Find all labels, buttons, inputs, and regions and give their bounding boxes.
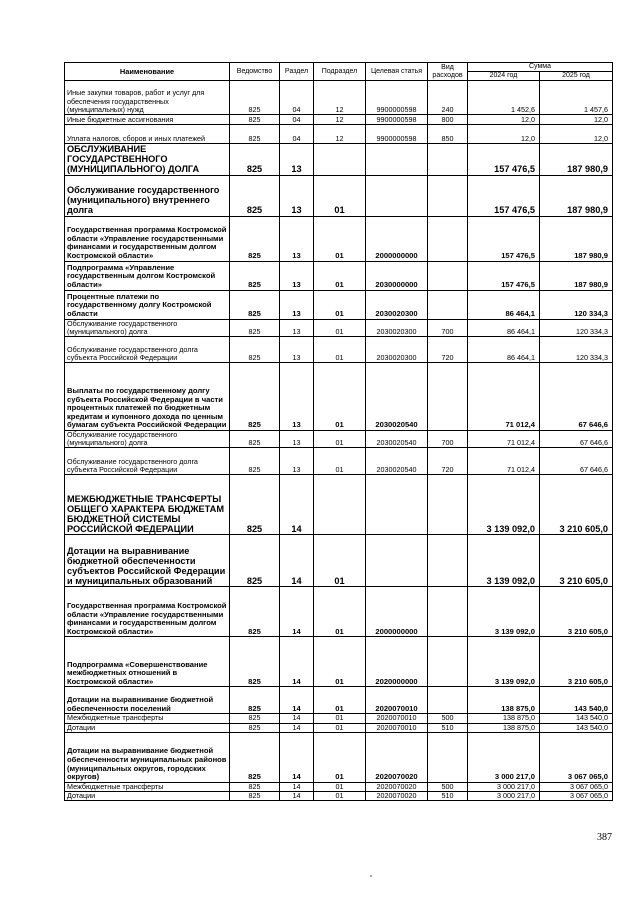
row-subsection: 01 — [314, 723, 366, 732]
row-name: Обслуживание государственного (муниципального) долга — [65, 319, 230, 336]
row-department: 825 — [230, 535, 280, 587]
row-department: 825 — [230, 115, 280, 125]
row-name: Обслуживание государственного долга субъекта Российской Федерации — [65, 337, 230, 363]
row-amount-2025: 187 980,9 — [540, 175, 613, 216]
row-section: 14 — [280, 687, 314, 714]
row-subsection — [314, 144, 366, 176]
row-expense-type: 500 — [428, 782, 468, 791]
row-amount-2024: 71 012,4 — [468, 431, 540, 448]
table-row — [65, 337, 613, 363]
row-expense-type: 700 — [428, 319, 468, 336]
row-expense-type: 510 — [428, 792, 468, 801]
table-row — [65, 216, 613, 261]
row-amount-2024: 138 875,0 — [468, 714, 540, 723]
row-target: 2030020300 — [366, 337, 428, 363]
row-subsection: 12 — [314, 125, 366, 144]
row-amount-2024: 1 452,6 — [468, 81, 540, 115]
row-target: 2020070020 — [366, 792, 428, 801]
row-expense-type — [428, 475, 468, 535]
header-2024: 2024 год — [468, 72, 540, 81]
row-expense-type: 240 — [428, 81, 468, 115]
row-amount-2025: 3 067 065,0 — [540, 792, 613, 801]
row-department: 825 — [230, 782, 280, 791]
row-amount-2025: 3 210 605,0 — [540, 475, 613, 535]
row-department: 825 — [230, 587, 280, 637]
row-amount-2024: 157 476,5 — [468, 261, 540, 290]
row-amount-2025: 3 210 605,0 — [540, 587, 613, 637]
header-amount: Сумма — [468, 63, 613, 72]
row-subsection: 01 — [314, 714, 366, 723]
row-department: 825 — [230, 81, 280, 115]
row-name: ОБСЛУЖИВАНИЕ ГОСУДАРСТВЕННОГО (МУНИЦИПАЛЬНОГО) ДОЛГА — [65, 144, 230, 176]
table-row — [65, 535, 613, 587]
header-subsection: Подраздел — [314, 63, 366, 81]
row-name: Иные закупки товаров, работ и услуг для обеспечения государственных (муниципальных) нужд — [65, 81, 230, 115]
row-department: 825 — [230, 723, 280, 732]
row-department: 825 — [230, 125, 280, 144]
row-target — [366, 144, 428, 176]
row-amount-2025: 187 980,9 — [540, 144, 613, 176]
table-row — [65, 723, 613, 732]
table-row — [65, 261, 613, 290]
row-amount-2025: 3 067 065,0 — [540, 732, 613, 782]
table-row — [65, 448, 613, 475]
row-section: 14 — [280, 535, 314, 587]
table-row — [65, 115, 613, 125]
row-expense-type — [428, 144, 468, 176]
header-expense-type: Вид расходов — [428, 63, 468, 81]
row-expense-type — [428, 732, 468, 782]
table-row — [65, 587, 613, 637]
row-amount-2025: 120 334,3 — [540, 319, 613, 336]
row-department: 825 — [230, 475, 280, 535]
row-expense-type: 700 — [428, 431, 468, 448]
row-department: 825 — [230, 290, 280, 319]
header-section: Раздел — [280, 63, 314, 81]
row-amount-2025: 67 646,6 — [540, 431, 613, 448]
row-section: 14 — [280, 732, 314, 782]
row-expense-type — [428, 261, 468, 290]
row-amount-2025: 120 334,3 — [540, 337, 613, 363]
row-department: 825 — [230, 216, 280, 261]
table-row — [65, 732, 613, 782]
row-subsection: 01 — [314, 363, 366, 431]
row-expense-type — [428, 216, 468, 261]
row-amount-2025: 67 646,6 — [540, 448, 613, 475]
row-name: Подпрограмма «Совершенствование межбюджетных отношений в Костромской области» — [65, 637, 230, 687]
row-amount-2024: 157 476,5 — [468, 216, 540, 261]
header-target: Целевая статья — [366, 63, 428, 81]
row-name: Межбюджетные трансферты — [65, 714, 230, 723]
row-subsection: 01 — [314, 732, 366, 782]
row-subsection: 01 — [314, 687, 366, 714]
row-name: Обслуживание государственного (муниципального) долга — [65, 431, 230, 448]
row-target — [366, 535, 428, 587]
row-expense-type — [428, 587, 468, 637]
row-name: Дотации на выравнивание бюджетной обеспеченности субъектов Российской Федерации и муниципальных образований — [65, 535, 230, 587]
row-department: 825 — [230, 144, 280, 176]
row-name: Дотации — [65, 723, 230, 732]
row-name: Дотации на выравнивание бюджетной обеспеченности поселений — [65, 687, 230, 714]
row-amount-2025: 12,0 — [540, 115, 613, 125]
table-row — [65, 637, 613, 687]
row-department: 825 — [230, 363, 280, 431]
row-target: 2020070010 — [366, 687, 428, 714]
row-amount-2025: 143 540,0 — [540, 723, 613, 732]
row-amount-2025: 120 334,3 — [540, 290, 613, 319]
row-section: 13 — [280, 261, 314, 290]
row-amount-2024: 86 464,1 — [468, 337, 540, 363]
row-subsection: 12 — [314, 115, 366, 125]
row-amount-2025: 12,0 — [540, 125, 613, 144]
row-department: 825 — [230, 319, 280, 336]
row-target: 2030020300 — [366, 319, 428, 336]
row-amount-2025: 143 540,0 — [540, 714, 613, 723]
table-row — [65, 782, 613, 791]
row-subsection: 01 — [314, 319, 366, 336]
table-row — [65, 144, 613, 176]
row-expense-type: 720 — [428, 337, 468, 363]
row-section: 13 — [280, 216, 314, 261]
row-name: Уплата налогов, сборов и иных платежей — [65, 125, 230, 144]
row-name: МЕЖБЮДЖЕТНЫЕ ТРАНСФЕРТЫ ОБЩЕГО ХАРАКТЕРА БЮДЖЕТАМ БЮДЖЕТНОЙ СИСТЕМЫ РОССИЙСКОЙ ФЕДЕРАЦИИ — [65, 475, 230, 535]
row-expense-type — [428, 637, 468, 687]
row-section: 04 — [280, 125, 314, 144]
row-name: Государственная программа Костромской области «Управление государственными финансами и государственным долгом Костромской области» — [65, 587, 230, 637]
row-amount-2025: 187 980,9 — [540, 216, 613, 261]
row-expense-type: 510 — [428, 723, 468, 732]
row-name: Дотации на выравнивание бюджетной обеспеченности муниципальных районов (муниципальных округов, городских округов) — [65, 732, 230, 782]
row-name: Процентные платежи по государственному долгу Костромской области — [65, 290, 230, 319]
row-department: 825 — [230, 175, 280, 216]
row-subsection: 01 — [314, 782, 366, 791]
row-subsection: 01 — [314, 175, 366, 216]
row-section: 13 — [280, 431, 314, 448]
row-expense-type — [428, 687, 468, 714]
row-amount-2024: 3 139 092,0 — [468, 637, 540, 687]
row-amount-2024: 86 464,1 — [468, 290, 540, 319]
row-subsection: 01 — [314, 216, 366, 261]
row-department: 825 — [230, 732, 280, 782]
row-target: 9900000598 — [366, 81, 428, 115]
row-target: 2000000000 — [366, 587, 428, 637]
row-amount-2025: 143 540,0 — [540, 687, 613, 714]
row-amount-2024: 12,0 — [468, 115, 540, 125]
header-department: Ведомство — [230, 63, 280, 81]
row-section: 14 — [280, 792, 314, 801]
table-row — [65, 714, 613, 723]
row-subsection: 01 — [314, 261, 366, 290]
row-section: 14 — [280, 637, 314, 687]
table-row — [65, 363, 613, 431]
row-name: Обслуживание государственного (муниципального) внутреннего долга — [65, 175, 230, 216]
page-number: 387 — [597, 832, 612, 843]
row-section: 13 — [280, 448, 314, 475]
table-row — [65, 792, 613, 801]
row-amount-2024: 157 476,5 — [468, 144, 540, 176]
row-target: 9900000598 — [366, 115, 428, 125]
row-amount-2024: 157 476,5 — [468, 175, 540, 216]
row-target: 2030020540 — [366, 448, 428, 475]
row-expense-type — [428, 363, 468, 431]
row-name: Подпрограмма «Управление государственным долгом Костромской области» — [65, 261, 230, 290]
row-target: 2030020540 — [366, 431, 428, 448]
row-amount-2024: 3 000 217,0 — [468, 782, 540, 791]
row-amount-2024: 138 875,0 — [468, 687, 540, 714]
table-body — [65, 81, 613, 801]
row-target: 2030020540 — [366, 363, 428, 431]
row-section: 04 — [280, 115, 314, 125]
row-name: Межбюджетные трансферты — [65, 782, 230, 791]
table-row — [65, 687, 613, 714]
row-target: 2030020300 — [366, 290, 428, 319]
row-expense-type: 850 — [428, 125, 468, 144]
row-subsection — [314, 475, 366, 535]
row-section: 13 — [280, 290, 314, 319]
table-row — [65, 125, 613, 144]
row-department: 825 — [230, 637, 280, 687]
row-amount-2024: 12,0 — [468, 125, 540, 144]
row-amount-2024: 3 139 092,0 — [468, 587, 540, 637]
row-target: 2020070020 — [366, 782, 428, 791]
row-amount-2024: 138 875,0 — [468, 723, 540, 732]
row-amount-2024: 3 139 092,0 — [468, 535, 540, 587]
row-section: 13 — [280, 319, 314, 336]
table-row — [65, 290, 613, 319]
row-section: 14 — [280, 782, 314, 791]
row-section: 13 — [280, 337, 314, 363]
header-2025: 2025 год — [540, 72, 613, 81]
row-amount-2024: 71 012,4 — [468, 448, 540, 475]
row-amount-2024: 3 000 217,0 — [468, 732, 540, 782]
row-target: 2020070010 — [366, 714, 428, 723]
table-row — [65, 81, 613, 115]
table-row — [65, 475, 613, 535]
row-target: 2020000000 — [366, 637, 428, 687]
row-section: 13 — [280, 175, 314, 216]
row-subsection: 01 — [314, 448, 366, 475]
row-amount-2024: 86 464,1 — [468, 319, 540, 336]
row-subsection: 12 — [314, 81, 366, 115]
row-target — [366, 175, 428, 216]
row-department: 825 — [230, 448, 280, 475]
row-section: 14 — [280, 475, 314, 535]
row-section: 04 — [280, 81, 314, 115]
row-amount-2025: 187 980,9 — [540, 261, 613, 290]
row-amount-2024: 3 000 217,0 — [468, 792, 540, 801]
row-amount-2025: 1 457,6 — [540, 81, 613, 115]
row-name: Дотации — [65, 792, 230, 801]
row-department: 825 — [230, 792, 280, 801]
row-amount-2025: 3 210 605,0 — [540, 535, 613, 587]
budget-table — [64, 62, 613, 801]
row-subsection: 01 — [314, 337, 366, 363]
row-amount-2024: 3 139 092,0 — [468, 475, 540, 535]
scan-dot — [370, 875, 372, 877]
row-section: 14 — [280, 723, 314, 732]
row-name: Иные бюджетные ассигнования — [65, 115, 230, 125]
row-section: 14 — [280, 714, 314, 723]
row-subsection: 01 — [314, 290, 366, 319]
row-department: 825 — [230, 687, 280, 714]
row-department: 825 — [230, 431, 280, 448]
row-expense-type: 800 — [428, 115, 468, 125]
row-target: 2020070010 — [366, 723, 428, 732]
row-name: Государственная программа Костромской области «Управление государственными финансами и государственным долгом Костромской области» — [65, 216, 230, 261]
row-department: 825 — [230, 714, 280, 723]
row-target: 2030000000 — [366, 261, 428, 290]
row-target — [366, 475, 428, 535]
header-name: Наименование — [65, 63, 230, 81]
row-department: 825 — [230, 337, 280, 363]
row-target: 2000000000 — [366, 216, 428, 261]
row-expense-type — [428, 175, 468, 216]
row-subsection: 01 — [314, 637, 366, 687]
row-expense-type: 720 — [428, 448, 468, 475]
row-amount-2024: 71 012,4 — [468, 363, 540, 431]
row-department: 825 — [230, 261, 280, 290]
row-expense-type: 500 — [428, 714, 468, 723]
row-section: 14 — [280, 587, 314, 637]
row-amount-2025: 3 210 605,0 — [540, 637, 613, 687]
row-name: Выплаты по государственному долгу субъекта Российской Федерации в части процентных платежей по бюджетным кредитам и купонного дохода по ценным бумагам субъекта Российской Федерации — [65, 363, 230, 431]
row-name: Обслуживание государственного долга субъекта Российской Федерации — [65, 448, 230, 475]
row-subsection: 01 — [314, 431, 366, 448]
row-target: 9900000598 — [366, 125, 428, 144]
row-expense-type — [428, 535, 468, 587]
table-row — [65, 431, 613, 448]
row-section: 13 — [280, 363, 314, 431]
row-amount-2025: 3 067 065,0 — [540, 782, 613, 791]
table-row — [65, 175, 613, 216]
row-subsection: 01 — [314, 792, 366, 801]
row-subsection: 01 — [314, 535, 366, 587]
row-section: 13 — [280, 144, 314, 176]
row-amount-2025: 67 646,6 — [540, 363, 613, 431]
row-target: 2020070020 — [366, 732, 428, 782]
row-expense-type — [428, 290, 468, 319]
table-row — [65, 319, 613, 336]
row-subsection: 01 — [314, 587, 366, 637]
